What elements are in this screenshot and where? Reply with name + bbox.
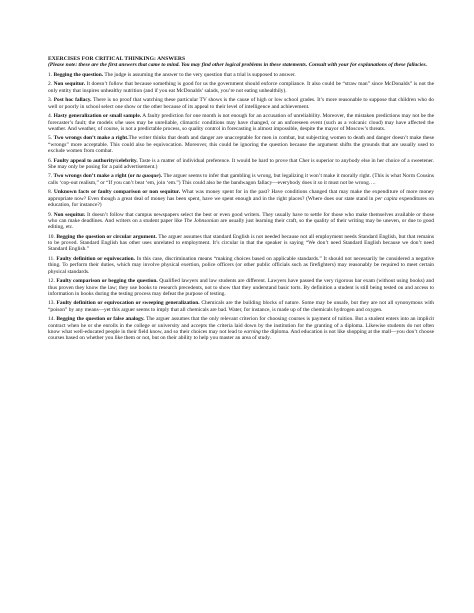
explanation-text: Qualified lawyers and law students are different. Lawyers have passed the very rigorous bar exam (without using books) and thus proven they know the law; they use books to research precedents, not to show that they understand basic torts. By definition a student is still being tested on and access to information in books during the testing process may defeat the purpose of testing.	[48, 278, 434, 297]
fallacy-name: Begging the question.	[53, 71, 104, 78]
answer-number: 13.	[48, 300, 55, 307]
explanation-text: It doesn’t follow that campus newspapers select the best or even good writers. They usually have to settle for those who make themselves available or those who can make deadlines. And writers on a student paper like	[48, 211, 434, 224]
fallacy-name: Unknown facts or faulty comparison or non sequitur.	[53, 189, 181, 196]
answer-list	[48, 72, 434, 342]
fallacy-name: Post hoc fallacy.	[53, 97, 92, 104]
explanation-text: The writer thinks that death and danger are unacceptable for men in combat, but subjecting women to death and danger doesn’t make these “wrongs” more acceptable. This could also be equivocation. Moreover, this could be ignoring the question because the argument shifts the grounds that are usually used to exclude women from combat.	[48, 135, 435, 155]
answer-item	[48, 173, 434, 186]
explanation-text: The arguer assumes that standard English is not needed because not all employment needs Standard English, but that remains to be proved. Standard English has other uses unrelated to employment. It’s circular in that the speaker is saying “We don’t need Standard English because we don’t need Standard English.”	[48, 233, 435, 253]
document-body	[48, 56, 434, 345]
fallacy-name: Non sequitur.	[53, 211, 86, 218]
answer-number: 10.	[48, 233, 55, 240]
explanation-text: The arguer seems to infer that gambling is wrong, but legalizing it won’t make it morally right. (This is what Norm Cousins calls ‘cop-out realism,” or “If you can’t beat ‘em, join ‘em.”) This could also be the bandwagon fallacy—everybody does it so it must not be wrong….	[48, 173, 435, 186]
answer-number: 2.	[48, 81, 53, 88]
answer-number: 7.	[48, 173, 53, 180]
explanation-text: The judge is assuming the answer to the very question that a trial is supposed to answer.	[103, 71, 296, 78]
answer-number: 3.	[48, 97, 53, 104]
page-title: EXERCISES FOR CRITICAL THINKING: ANSWERS	[48, 56, 186, 62]
answer-item	[48, 113, 434, 132]
answer-item	[48, 189, 434, 208]
answer-item	[48, 300, 434, 313]
answer-item	[48, 278, 434, 297]
answer-item	[48, 72, 434, 78]
fallacy-name: Faulty appeal to authority/celebrity.	[53, 157, 138, 164]
answer-number: 1.	[48, 71, 53, 78]
fallacy-name: Hasty generalization or small sample.	[53, 113, 142, 120]
explanation-text: What was money spent for in the past? Have conditions changed that may make the expenditure of more money appropriate now? Even though a great deal of money has been spent, have we spent enough and in the right places? (Where does our state stand in	[48, 189, 435, 202]
explanation-text: earning	[243, 329, 261, 335]
answer-item	[48, 256, 434, 275]
explanation-text: the diploma. And education is not like shopping at the mall—you don’t choose courses based on whether you like them or not, but on their ability to help you master an area of study.	[48, 329, 434, 342]
explanation-text: per capita	[375, 195, 398, 202]
explanation-text: Taste is a matter of individual preference. It would be hard to prove that Cher is superior to anybody else in her choice of a sweetener. She may only be posing for a paid advertisement.)	[48, 157, 435, 170]
fallacy-name: Begging the question or circular argument.	[56, 233, 157, 240]
explanation-text: A faulty prediction for one month is not enough for an accusation of unreliability. Moreover, the mistaken predictions may not be the forecaster’s fault; the models s/he uses may be unreliable, climactic conditions may have changed, or an unforeseen event (such as a volcanic cloud) may have affected the weather. And weather, of course, is not a predictable process, so quality control in forecasting is almost impossible, despite the mayor of Moscow’s threats.	[48, 113, 435, 132]
fallacy-name: Two wrongs don’t make a right (or tu quoque).	[53, 173, 163, 180]
answer-number: 4.	[48, 113, 53, 120]
fallacy-name: Begging the question or false analogy.	[56, 316, 145, 323]
fallacy-name: Faulty definition or equivocation or sweeping generalization.	[56, 300, 200, 307]
fallacy-name: Non sequitur.	[53, 81, 86, 88]
answer-number: 5.	[48, 135, 53, 142]
answer-item	[48, 316, 434, 341]
answer-item	[48, 158, 434, 171]
explanation-text: The arguer assumes that the only relevant criterion for choosing courses is payment of tuition. But a student enters into an implicit contract when he or she enrolls in the college or university and accepts the criteria laid down by the institution for the granting of a diploma. Likewise students do not often know what well-educated people in their field know, and so their choices may not lead to	[48, 316, 435, 335]
answer-item	[48, 81, 434, 94]
explanation-text: In this case, discrimination means “making choices based on applicable standards.” It should not necessarily be considered a negative thing. To perform their duties, which may involve physical exertion, police officers (or other public officials such as firefighters) may reasonably be required to meet certain physical standards.	[48, 256, 434, 275]
answer-item	[48, 234, 434, 253]
answer-number: 11.	[48, 256, 55, 262]
explanation-text: expenditures on education, for instance?)	[48, 195, 434, 209]
explanation-text: It doesn’t follow that because something is good for us the government should enforce compliance. It also could be “straw man” since McDonalds” is not the only entity that inspires unhealthy nutrition (and if you eat McDonalds’ salads, you’re not eating unhealthily).	[48, 81, 435, 94]
answer-item	[48, 212, 434, 231]
explanation-text: Chemicals are the building blocks of nature. Some may be unsafe, but they are not all synonymous with “poison” by any means—yet this arguer seems to imply that all chemicals are bad. Water, for instance, is made up of the chemicals hydrogen and oxygen.	[48, 300, 435, 313]
answer-item	[48, 97, 434, 110]
explanation-text: There is no proof that watching these particular TV shows is the cause of high or low school grades. It’s more reasonable to suppose that children who do well or poorly in school select one show or the other because of its appeal to their level of intelligence and achievement.	[48, 97, 434, 110]
answer-number: 14.	[48, 316, 55, 323]
explanation-text: The Johnsonian	[183, 217, 219, 224]
answer-number: 9.	[48, 211, 53, 218]
explanation-text: are usually just learning their craft, so the quality of their writing may be uneven, or due to good editing, etc.	[48, 217, 434, 231]
page-subtitle: (Please note: these are the first answers that came to mind. You may find other logical problems in these statements. Consult with your for explanations of these fallacies.	[48, 62, 428, 69]
answer-number: 6.	[48, 157, 53, 164]
fallacy-name: Faulty definition or equivocation.	[56, 256, 135, 262]
answer-number: 8.	[48, 189, 53, 196]
answer-number: 12.	[48, 278, 55, 285]
fallacy-name: Two wrongs don’t make a right.	[53, 135, 129, 142]
answer-item	[48, 135, 434, 154]
fallacy-name: Faulty comparison or begging the question.	[56, 278, 158, 285]
